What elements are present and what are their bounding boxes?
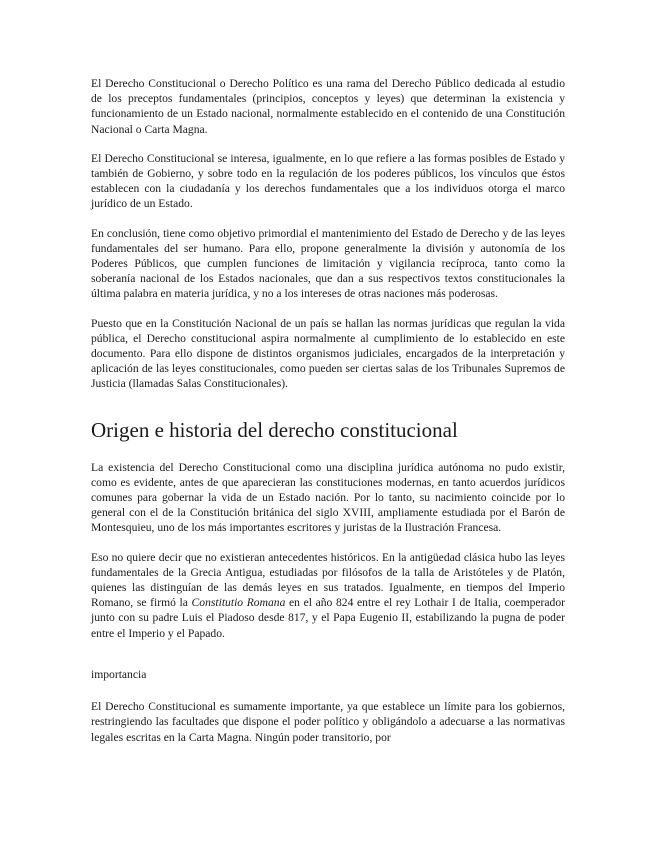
subheading-importance: importancia	[91, 667, 147, 681]
paragraph-national-constitution: Puesto que en la Constitución Nacional de un país se hallan las normas jurídicas que regulan la vida pública, el Derecho constitucional aspira normalmente al cumplimiento de lo establecido en este documento. Para ello dispone de distintos organismos judiciales, encargados de la interpretación y aplicación de las leyes constitucionales, como pueden ser ciertas salas de los Tribunales Supremos de Justicia (llamadas Salas Constitucionales).	[91, 316, 565, 391]
constitutio-romana-term: Constitutio Romana	[191, 596, 286, 610]
paragraph-conclusion: En conclusión, tiene como objetivo primordial el mantenimiento del Estado de Derecho y de las leyes fundamentales del ser humano. Para ello, propone generalmente la división y autonomía de los Poderes Públicos, que cumplen funciones de limitación y vigilancia recíproca, tanto como la soberanía nacional de los Estados nacionales, que dan a sus respectivos textos constitucionales la última palabra en materia jurídica, y no a los intereses de otras naciones más poderosas.	[91, 226, 565, 301]
section-heading-origin-history: Origen e historia del derecho constitucional	[91, 417, 458, 442]
document-page	[91, 76, 565, 759]
antecedents-text-end: en el año 824 entre el rey Lothair I de Italia, coemperador junto con su padre Luis el Piadoso desde 817, y el Papa Eugenio II, estabilizando la pugna de poder entre el Imperio y el Papado.	[91, 596, 566, 640]
antecedents-text-start: Eso no quiere decir que no existieran antecedentes históricos. En la antigüedad clásica hubo las leyes fundamentales de la Grecia Antigua, estudiadas por filósofos de la talla de Aristóteles y de Platón, quienes las distinguían de las demás leyes en sus tratados. Igualmente, en tiempos del Imperio Romano, se firmó la	[91, 550, 565, 610]
paragraph-definition: El Derecho Constitucional o Derecho Político es una rama del Derecho Público dedicada al estudio de los preceptos fundamentales (principios, conceptos y leyes) que determinan la existencia y funcionamiento de un Estado nacional, normalmente establecido en el contenido de una Constitución Nacional o Carta Magna.	[91, 77, 565, 136]
paragraph-history-existence: La existencia del Derecho Constitucional como una disciplina jurídica autónoma no pudo existir, como es evidente, antes de que aparecieran las constituciones modernas, en tanto acuerdos jurídicos comunes para gobernar la vida de un Estado nación. Por lo tanto, su nacimiento coincide por lo general con el de la Constitución británica del siglo XVIII, ampliamente estudiada por el Barón de Montesquieu, uno de los más importantes escritores y juristas de la Ilustración Francesa.	[91, 460, 565, 535]
paragraph-importance: El Derecho Constitucional es sumamente importante, ya que establece un límite para los gobiernos, restringiendo las facultades que dispone el poder político y obligándolo a adecuarse a las normativas legales escritas en la Carta Magna. Ningún poder transitorio, por	[91, 700, 565, 744]
paragraph-history-antecedents	[91, 550, 565, 641]
paragraph-interests: El Derecho Constitucional se interesa, igualmente, en lo que refiere a las formas posibles de Estado y también de Gobierno, y sobre todo en la regulación de los poderes públicos, los vínculos que éstos establecen con la ciudadanía y los derechos fundamentales que a los individuos otorga el marco jurídico de un Estado.	[91, 151, 565, 211]
